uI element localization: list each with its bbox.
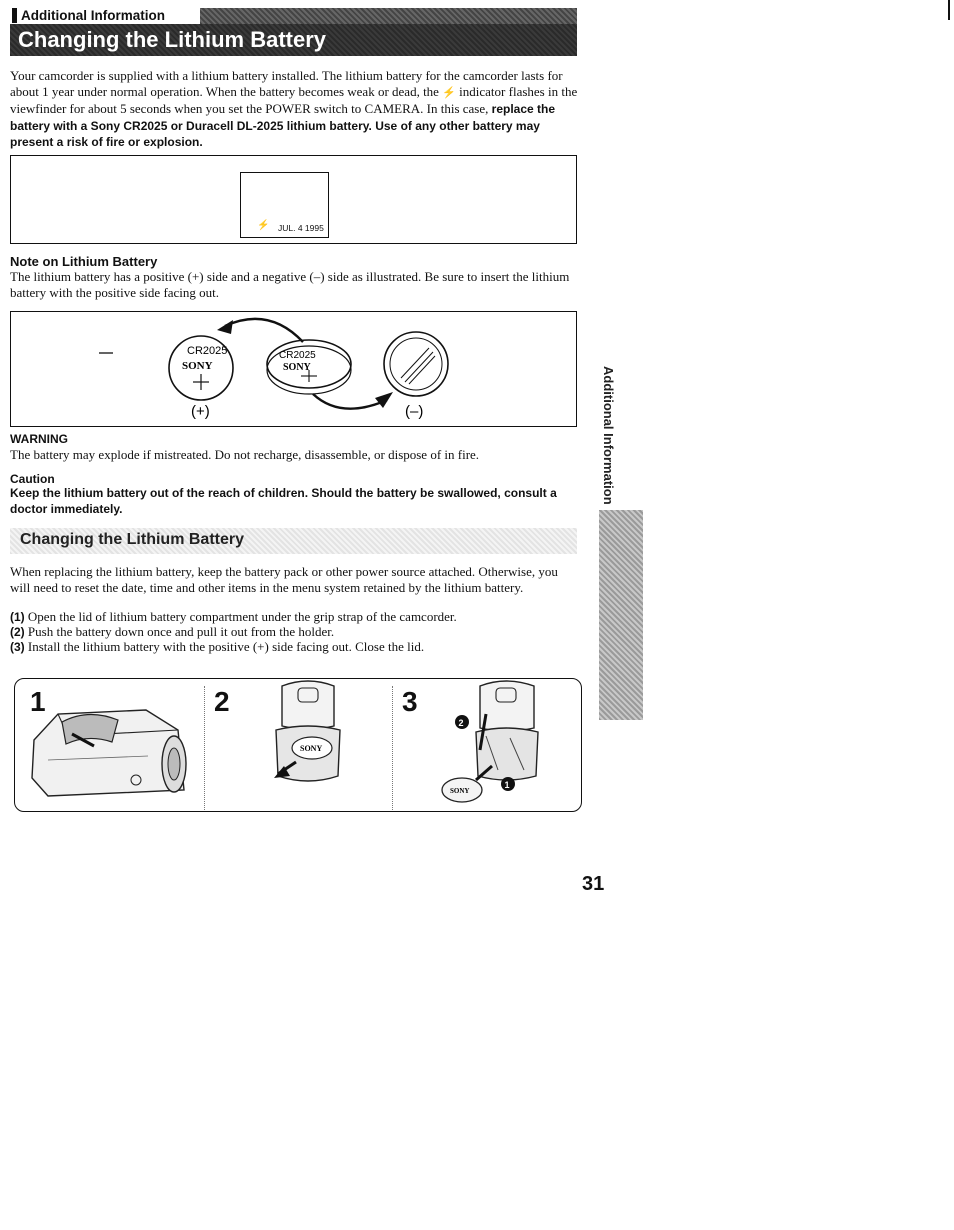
battery-back-icon [384,332,448,396]
battery-model-label: CR2025 [187,345,228,357]
intro-text-2: indicator flashes in the viewfinder for about 5 seconds when you set the POWER switch to CAMERA. In this case, [10,83,578,116]
procedure-heading: Changing the Lithium Battery [20,531,244,548]
step-number: (1) [10,610,25,624]
battery-warning-icon: ⚡ [257,220,270,231]
intro-text-1: Your camcorder is supplied with a lithium battery installed. The lithium battery for the camcorder lasts for about 1 year under normal operation. When the battery becomes weak or dead, the [10,68,563,99]
title-band-top [200,8,577,24]
panel-number: 2 [214,686,230,717]
note-paragraph: The lithium battery has a positive (+) side and a negative (–) side as illustrated. Be sure to insert the lithium battery with the positive side facing out. [10,269,570,300]
flip-arrow-bottom [313,394,387,409]
battery-install-illustration [440,680,550,808]
intro-warning-bold: replace the battery with a Sony CR2025 or Duracell DL-2025 lithium battery. Use of any other battery may present a risk of fire or explosion. [10,102,556,149]
battery-brand-label: SONY [182,360,213,372]
flip-arrow-top [225,319,303,342]
warning-heading: WARNING [10,432,68,446]
battery-drawing [11,312,576,426]
callout-1-label: 1 [504,780,510,790]
arrow-head-top [217,320,233,334]
panel-divider [392,686,393,810]
warning-text [10,447,570,463]
step-number: (3) [10,640,25,654]
negative-label: (–) [405,403,424,420]
step-item [10,639,575,656]
viewfinder-date: JUL. 4 1995 [278,223,324,233]
note-heading: Note on Lithium Battery [10,254,158,269]
panel-divider [204,686,205,810]
step-text: Open the lid of lithium battery compartment under the grip strap of the camcorder. [27,609,457,624]
edge-mark [948,0,950,20]
step-text: Install the lithium battery with the positive (+) side facing out. Close the lid. [27,639,425,654]
note-text [10,269,570,300]
panel-number: 1 [30,686,46,717]
battery-tilted-model: CR2025 [279,350,316,361]
sidebar-section-label: Additional Information [601,366,616,505]
caution-text: Keep the lithium battery out of the reach of children. Should the battery be swallowed, consult a doctor immediately. [10,486,557,516]
battery-tilted-brand: SONY [283,362,311,373]
page-title: Changing the Lithium Battery [10,24,577,56]
step-number: (2) [10,625,25,639]
arrow-head-bottom [375,392,393,408]
warning-paragraph: The battery may explode if mistreated. Do not recharge, disassemble, or dispose of in fire. [10,447,480,462]
battery-brand-small: SONY [300,744,323,753]
sidebar-tab-marker [599,510,643,720]
panel-number: 3 [402,686,418,717]
camcorder-illustration [28,700,192,804]
page-number: 31 [582,873,605,895]
compartment-open-illustration [268,680,348,790]
intro-paragraph [10,68,578,151]
procedure-intro-paragraph: When replacing the lithium battery, keep the battery pack or other power source attached. Otherwise, you will need to reset the date, time and other items in the menu system retained by the lithium battery. [10,564,558,595]
section-label: Additional Information [12,8,200,23]
battery-brand-install: SONY [450,787,470,795]
callout-2-label: 2 [458,718,464,728]
caution-heading: Caution [10,472,55,486]
procedure-intro [10,564,575,595]
positive-label: (+) [191,403,210,420]
step-text: Push the battery down once and pull it out from the holder. [27,624,335,639]
battery-illustration [10,311,577,427]
battery-indicator-icon: ⚡ [442,86,456,99]
